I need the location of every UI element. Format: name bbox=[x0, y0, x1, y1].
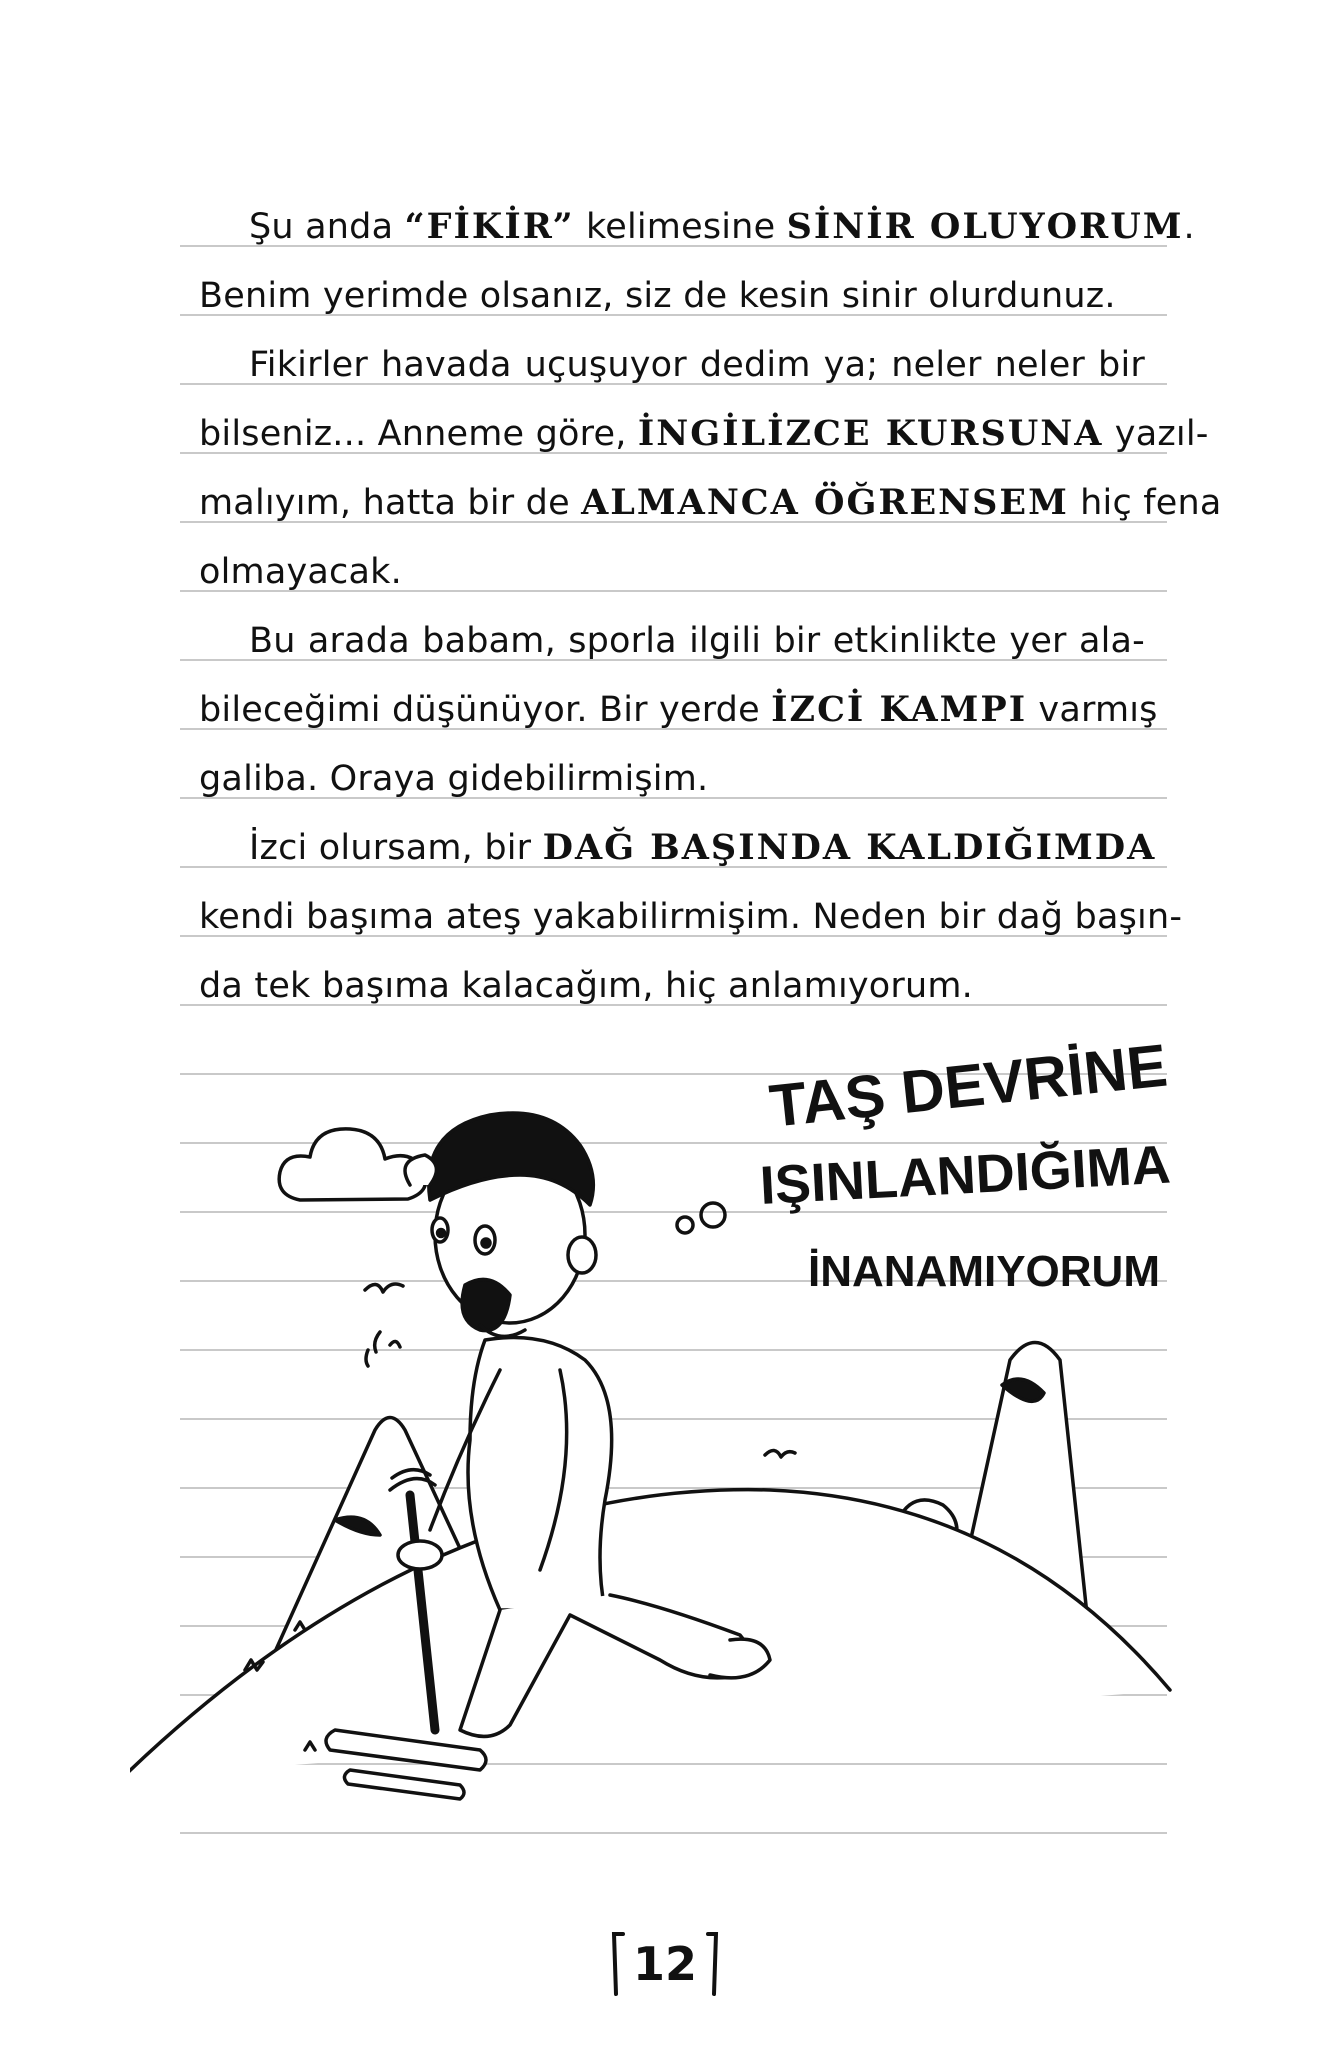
bubble-icon bbox=[701, 1203, 725, 1227]
bird-icon bbox=[765, 1450, 795, 1457]
bubble-icon bbox=[677, 1217, 693, 1233]
wood-log bbox=[344, 1770, 464, 1799]
caption-line: IŞINLANDIĞIMA bbox=[758, 1134, 1173, 1216]
sweat-drop-icon bbox=[366, 1350, 368, 1366]
bold-phrase: SİNİR OLUYORUM bbox=[786, 206, 1184, 247]
page-number: 12 bbox=[610, 1930, 720, 1998]
bracket-left-icon bbox=[610, 1930, 626, 1998]
text-line: malıyım, hatta bir de ALMANCA ÖĞRENSEM hiç fena bbox=[199, 482, 1222, 523]
sweat-drop-icon bbox=[375, 1332, 380, 1352]
bold-phrase: İZCİ KAMPI bbox=[771, 689, 1028, 730]
bird-icon bbox=[390, 1341, 400, 1347]
text-line: Bu arada babam, sporla ilgili bir etkinlikte yer ala- bbox=[249, 621, 1145, 661]
text-line: da tek başıma kalacağım, hiç anlamıyorum. bbox=[199, 966, 973, 1006]
text-line: bileceğimi düşünüyor. Bir yerde İZCİ KAMPI varmış bbox=[199, 689, 1158, 730]
caption-line: İNANAMIYORUM bbox=[808, 1247, 1160, 1296]
text-line: kendi başıma ateş yakabilirmişim. Neden bir dağ başın- bbox=[199, 897, 1183, 937]
text-line: bilseniz... Anneme göre, İNGİLİZCE KURSUNA yazıl- bbox=[199, 413, 1209, 454]
text-line: Şu anda “FİKİR” kelimesine SİNİR OLUYORUM. bbox=[249, 206, 1195, 247]
bold-phrase: İNGİLİZCE KURSUNA bbox=[637, 413, 1104, 454]
bold-phrase: DAĞ BAŞINDA KALDIĞIMDA bbox=[542, 827, 1157, 868]
text-line: galiba. Oraya gidebilirmişim. bbox=[199, 759, 709, 799]
caption-line: TAŞ DEVRİNE bbox=[766, 1031, 1171, 1140]
bold-phrase: ALMANCA ÖĞRENSEM bbox=[581, 482, 1069, 523]
text-line: Fikirler havada uçuşuyor dedim ya; neler neler bir bbox=[249, 345, 1145, 385]
cloud-icon bbox=[279, 1129, 426, 1200]
bird-icon bbox=[365, 1284, 403, 1292]
bracket-right-icon bbox=[704, 1930, 720, 1998]
text-line: olmayacak. bbox=[199, 552, 402, 592]
text-line: Benim yerimde olsanız, siz de kesin sinir olurdunuz. bbox=[199, 276, 1116, 316]
text-line: İzci olursam, bir DAĞ BAŞINDA KALDIĞIMDA bbox=[249, 827, 1157, 868]
bold-phrase: “FİKİR” bbox=[404, 206, 575, 247]
mouth-icon bbox=[462, 1279, 510, 1330]
